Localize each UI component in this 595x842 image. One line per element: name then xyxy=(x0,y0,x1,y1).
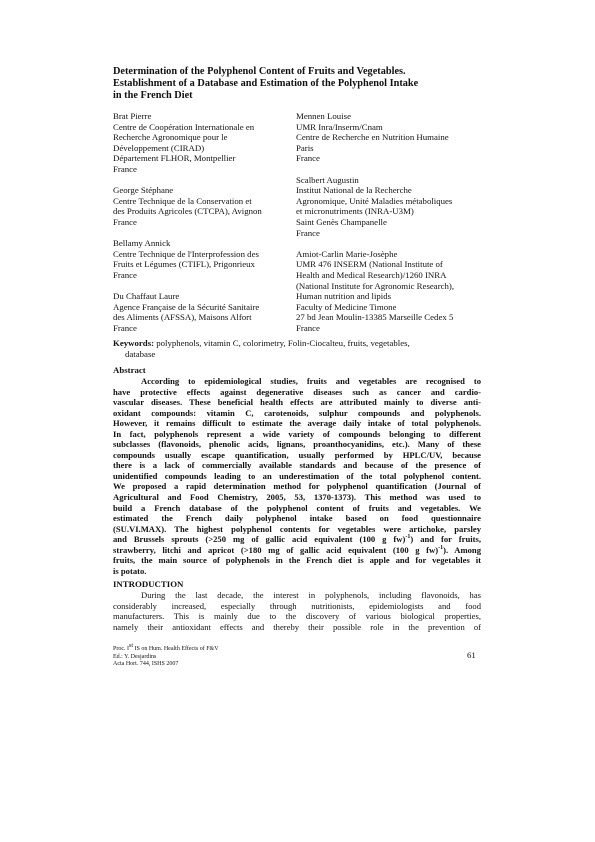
paper-title xyxy=(113,66,483,102)
introduction-line: During the last decade, the interest in polyphenols, including flavonoids, has xyxy=(141,590,481,600)
page-number: 61 xyxy=(467,650,476,660)
affiliation-line: Département FLHOR, Montpellier xyxy=(113,153,236,164)
title-line: Establishment of a Database and Estimation of the Polyphenol Intake xyxy=(113,78,419,89)
abstract-line: vascular diseases. These beneficial health effects are attributed mainly to diverse anti- xyxy=(113,397,481,408)
author-affiliation xyxy=(113,238,291,280)
author-name: George Stéphane xyxy=(113,185,174,196)
affiliation-line: Faculty of Medicine Timone xyxy=(296,301,397,312)
author-name: Mennen Louise xyxy=(296,111,351,121)
abstract-line: there is a lack of commercially available standards and because of the presence of xyxy=(113,460,481,471)
introduction-line: considerably increased, especially through nutritionists, epidemiologists and food xyxy=(113,600,481,611)
introduction-line: namely their antioxidant effects and thereby their possible role in the prevention of xyxy=(113,621,481,632)
author-name: Du Chaffaut Laure xyxy=(113,291,180,302)
affiliation-line: UMR 476 INSERM (National Institute of xyxy=(296,259,443,270)
affiliation-line: Institut National de la Recherche xyxy=(296,185,412,196)
affiliation-line: France xyxy=(113,216,137,227)
affiliation-line: Agronomique, Unité Maladies métaboliques xyxy=(296,195,453,206)
affiliation-line: France xyxy=(296,227,320,238)
title-line: Determination of the Polyphenol Content of Fruits and Vegetables. xyxy=(113,66,406,77)
affiliation-line: des Aliments (AFSSA), Maisons Alfort xyxy=(113,312,252,323)
abstract-line: Agricultural and Food Chemistry, 2005, 53, 1370-1373). This method was used to xyxy=(113,492,481,503)
author-name: Amiot-Carlin Marie-Josèphe xyxy=(296,248,398,259)
introduction-body xyxy=(113,590,481,632)
affiliation-line: (National Institute for Agronomic Research), xyxy=(296,280,455,291)
author-affiliation xyxy=(113,111,291,175)
affiliation-line: Fruits et Légumes (CTIFL), Prigonrieux xyxy=(113,259,255,270)
abstract-line: unidentified compounds leading to an underestimation of the total polyphenol content. xyxy=(113,470,481,481)
authors-right-column xyxy=(296,111,486,333)
affiliation-line: France xyxy=(113,163,137,174)
proceedings-footer: Proc. Ist IS on Hum. Health Effects of F&V Ed.: Y. Desjardins Acta Hort. 744, ISHS 2007 xyxy=(113,643,219,668)
author-name: Bellamy Annick xyxy=(113,238,171,249)
author-name: Scalbert Augustin xyxy=(296,174,359,185)
affiliation-line: Saint Genès Champanelle xyxy=(296,216,387,227)
abstract-line: is potato. xyxy=(113,565,147,576)
author-affiliation xyxy=(113,185,291,227)
abstract-body xyxy=(113,376,481,576)
affiliation-line: Recherche Agronomique pour le xyxy=(113,132,228,143)
affiliation-line: UMR Inra/Inserm/Cnam xyxy=(296,121,383,132)
affiliation-line: des Produits Agricoles (CTCPA), Avignon xyxy=(113,206,262,217)
title-line: in the French Diet xyxy=(113,90,193,101)
abstract-line: and Brussels sprouts (>250 mg of gallic acid equivalent (100 g fw)$^{-1}$) and for fruits, xyxy=(113,534,481,545)
affiliation-line: et micronutriments (INRA-U3M) xyxy=(296,206,414,217)
affiliation-line: France xyxy=(296,153,320,164)
abstract-line: oxidant compounds: vitamin C, carotenoids, sulphur compounds and polyphenols. xyxy=(113,407,481,418)
affiliation-line: France xyxy=(296,322,320,333)
keywords xyxy=(113,338,481,359)
author-name: Brat Pierre xyxy=(113,111,152,121)
affiliation-line: Health and Medical Research)/1260 INRA xyxy=(296,269,447,280)
affiliation-line: 27 bd Jean Moulin-13385 Marseille Cedex 5 xyxy=(296,312,454,323)
abstract-heading: Abstract xyxy=(113,365,146,375)
keywords-label: Keywords: xyxy=(113,338,155,348)
abstract-line: build a French database of the polyphenol content of fruits and vegetables. We xyxy=(113,502,481,513)
affiliation-line: France xyxy=(113,269,137,280)
affiliation-line: Agence Française de la Sécurité Sanitaire xyxy=(113,301,260,312)
author-affiliation xyxy=(296,249,486,334)
abstract-line: have protective effects against degenerative diseases such as cancer and cardio- xyxy=(113,386,481,397)
abstract-line: In fact, polyphenols represent a wide variety of compounds belonging to different xyxy=(113,428,481,439)
affiliation-line: Centre Technique de la Conservation et xyxy=(113,195,252,206)
author-affiliation xyxy=(296,175,486,239)
affiliation-line: Centre Technique de l'Interprofession des xyxy=(113,248,259,259)
authors-left-column xyxy=(113,111,291,333)
affiliation-line: Développement (CIRAD) xyxy=(113,142,205,153)
abstract-line: According to epidemiological studies, fruits and vegetables are recognised to xyxy=(141,376,481,386)
abstract-line: subclasses (flavonoids, phenolic acids, lignans, proanthocyanidins, etc.). Many of these xyxy=(113,439,481,450)
abstract-line: We proposed a rapid determination method for polyphenol quantification (Journal of xyxy=(113,481,481,492)
keywords-text: polyphenols, vitamin C, colorimetry, Folin-Ciocalteu, fruits, vegetables, xyxy=(156,338,410,348)
introduction-heading: INTRODUCTION xyxy=(113,579,184,589)
affiliation-line: Centre de Recherche en Nutrition Humaine xyxy=(296,132,449,143)
affiliation-line: Centre de Coopération Internationale en xyxy=(113,121,255,132)
abstract-line: fruits, the main source of polyphenols in the French diet is apple and for vegetables it xyxy=(113,555,481,566)
keywords-text-cont: database xyxy=(125,348,156,359)
abstract-line: estimated the French daily polyphenol intake based on food questionnaire xyxy=(113,513,481,524)
affiliation-line: France xyxy=(113,322,137,333)
affiliation-line: Human nutrition and lipids xyxy=(296,291,392,302)
abstract-line: However, it remains difficult to estimate the average daily intake of total polyphenols. xyxy=(113,418,481,429)
affiliation-line: Paris xyxy=(296,142,314,153)
abstract-line: strawberry, litchi and apricot (>180 mg of gallic acid equivalent (100 g fw)$^{-1}$). Among xyxy=(113,544,481,555)
introduction-line: manufacturers. This is mainly due to the discovery of various biological properties, xyxy=(113,611,481,622)
abstract-line: compounds usually escape quantification, usually performed by HPLC/UV, because xyxy=(113,449,481,460)
author-affiliation xyxy=(296,111,486,164)
author-affiliation xyxy=(113,291,291,333)
abstract-line: (SU.VI.MAX). The highest polyphenol contents for vegetables were artichoke, parsley xyxy=(113,523,481,534)
